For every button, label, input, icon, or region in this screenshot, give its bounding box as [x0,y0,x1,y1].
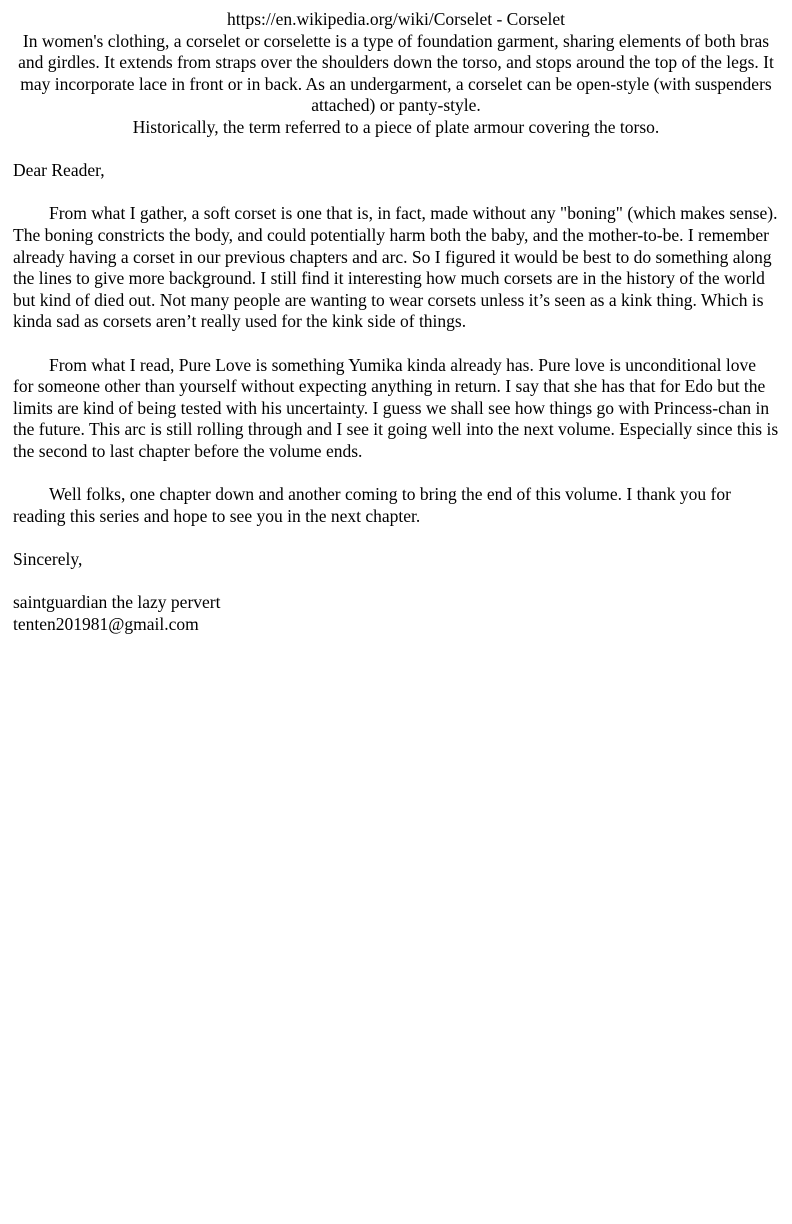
paragraph-closing-remarks: Well folks, one chapter down and another coming to bring the end of this volume. I thank you for reading this series and hope to see you in the next chapter. [13,484,731,526]
signature-name: saintguardian the lazy pervert [13,592,221,613]
definition-text: In women's clothing, a corselet or corselette is a type of foundation garment, sharing elements of both bras and girdles. It extends from straps over the shoulders down the torso, and stops around the top of the legs. It may incorporate lace in front or in back. As an undergarment, a corselet can be open-style (with suspenders attached) or panty-style. [18,30,774,116]
paragraph-pure-love: From what I read, Pure Love is something Yumika kinda already has. Pure love is unconditional love for someone other than yourself without expecting anything in return. I say that she has that for Edo but the limits are kind of being tested with his uncertainty. I guess we shall see how things go with Princess-chan in the future. This arc is still rolling through and I see it going well into the next volume. Especially since this is the second to last chapter before the volume ends. [13,354,779,461]
spacer [13,462,779,484]
history-text: Historically, the term referred to a piece of plate armour covering the torso. [132,116,660,137]
spacer [13,182,779,204]
closing: Sincerely, [13,548,83,569]
letter-body [13,160,779,635]
signature-email: tenten201981@gmail.com [13,613,199,634]
spacer [13,527,779,549]
spacer [13,570,779,592]
reference-header [13,9,779,139]
salutation: Dear Reader, [13,160,105,181]
source-line: https://en.wikipedia.org/wiki/Corselet - Corselet [227,9,565,29]
paragraph-corset: From what I gather, a soft corset is one that is, in fact, made without any "boning" (which makes sense). The boning constricts the body, and could potentially harm both the baby, and the mother-to-be. I remember already having a corset in our previous chapters and arc. So I figured it would be best to do something along the lines to give more background. I still find it interesting how much corsets are in the history of the world but kind of died out. Not many people are wanting to wear corsets unless it’s seen as a kink thing. Which is kinda sad as corsets aren’t really used for the kink side of things. [13,203,778,332]
spacer [13,139,779,161]
spacer [13,333,779,355]
